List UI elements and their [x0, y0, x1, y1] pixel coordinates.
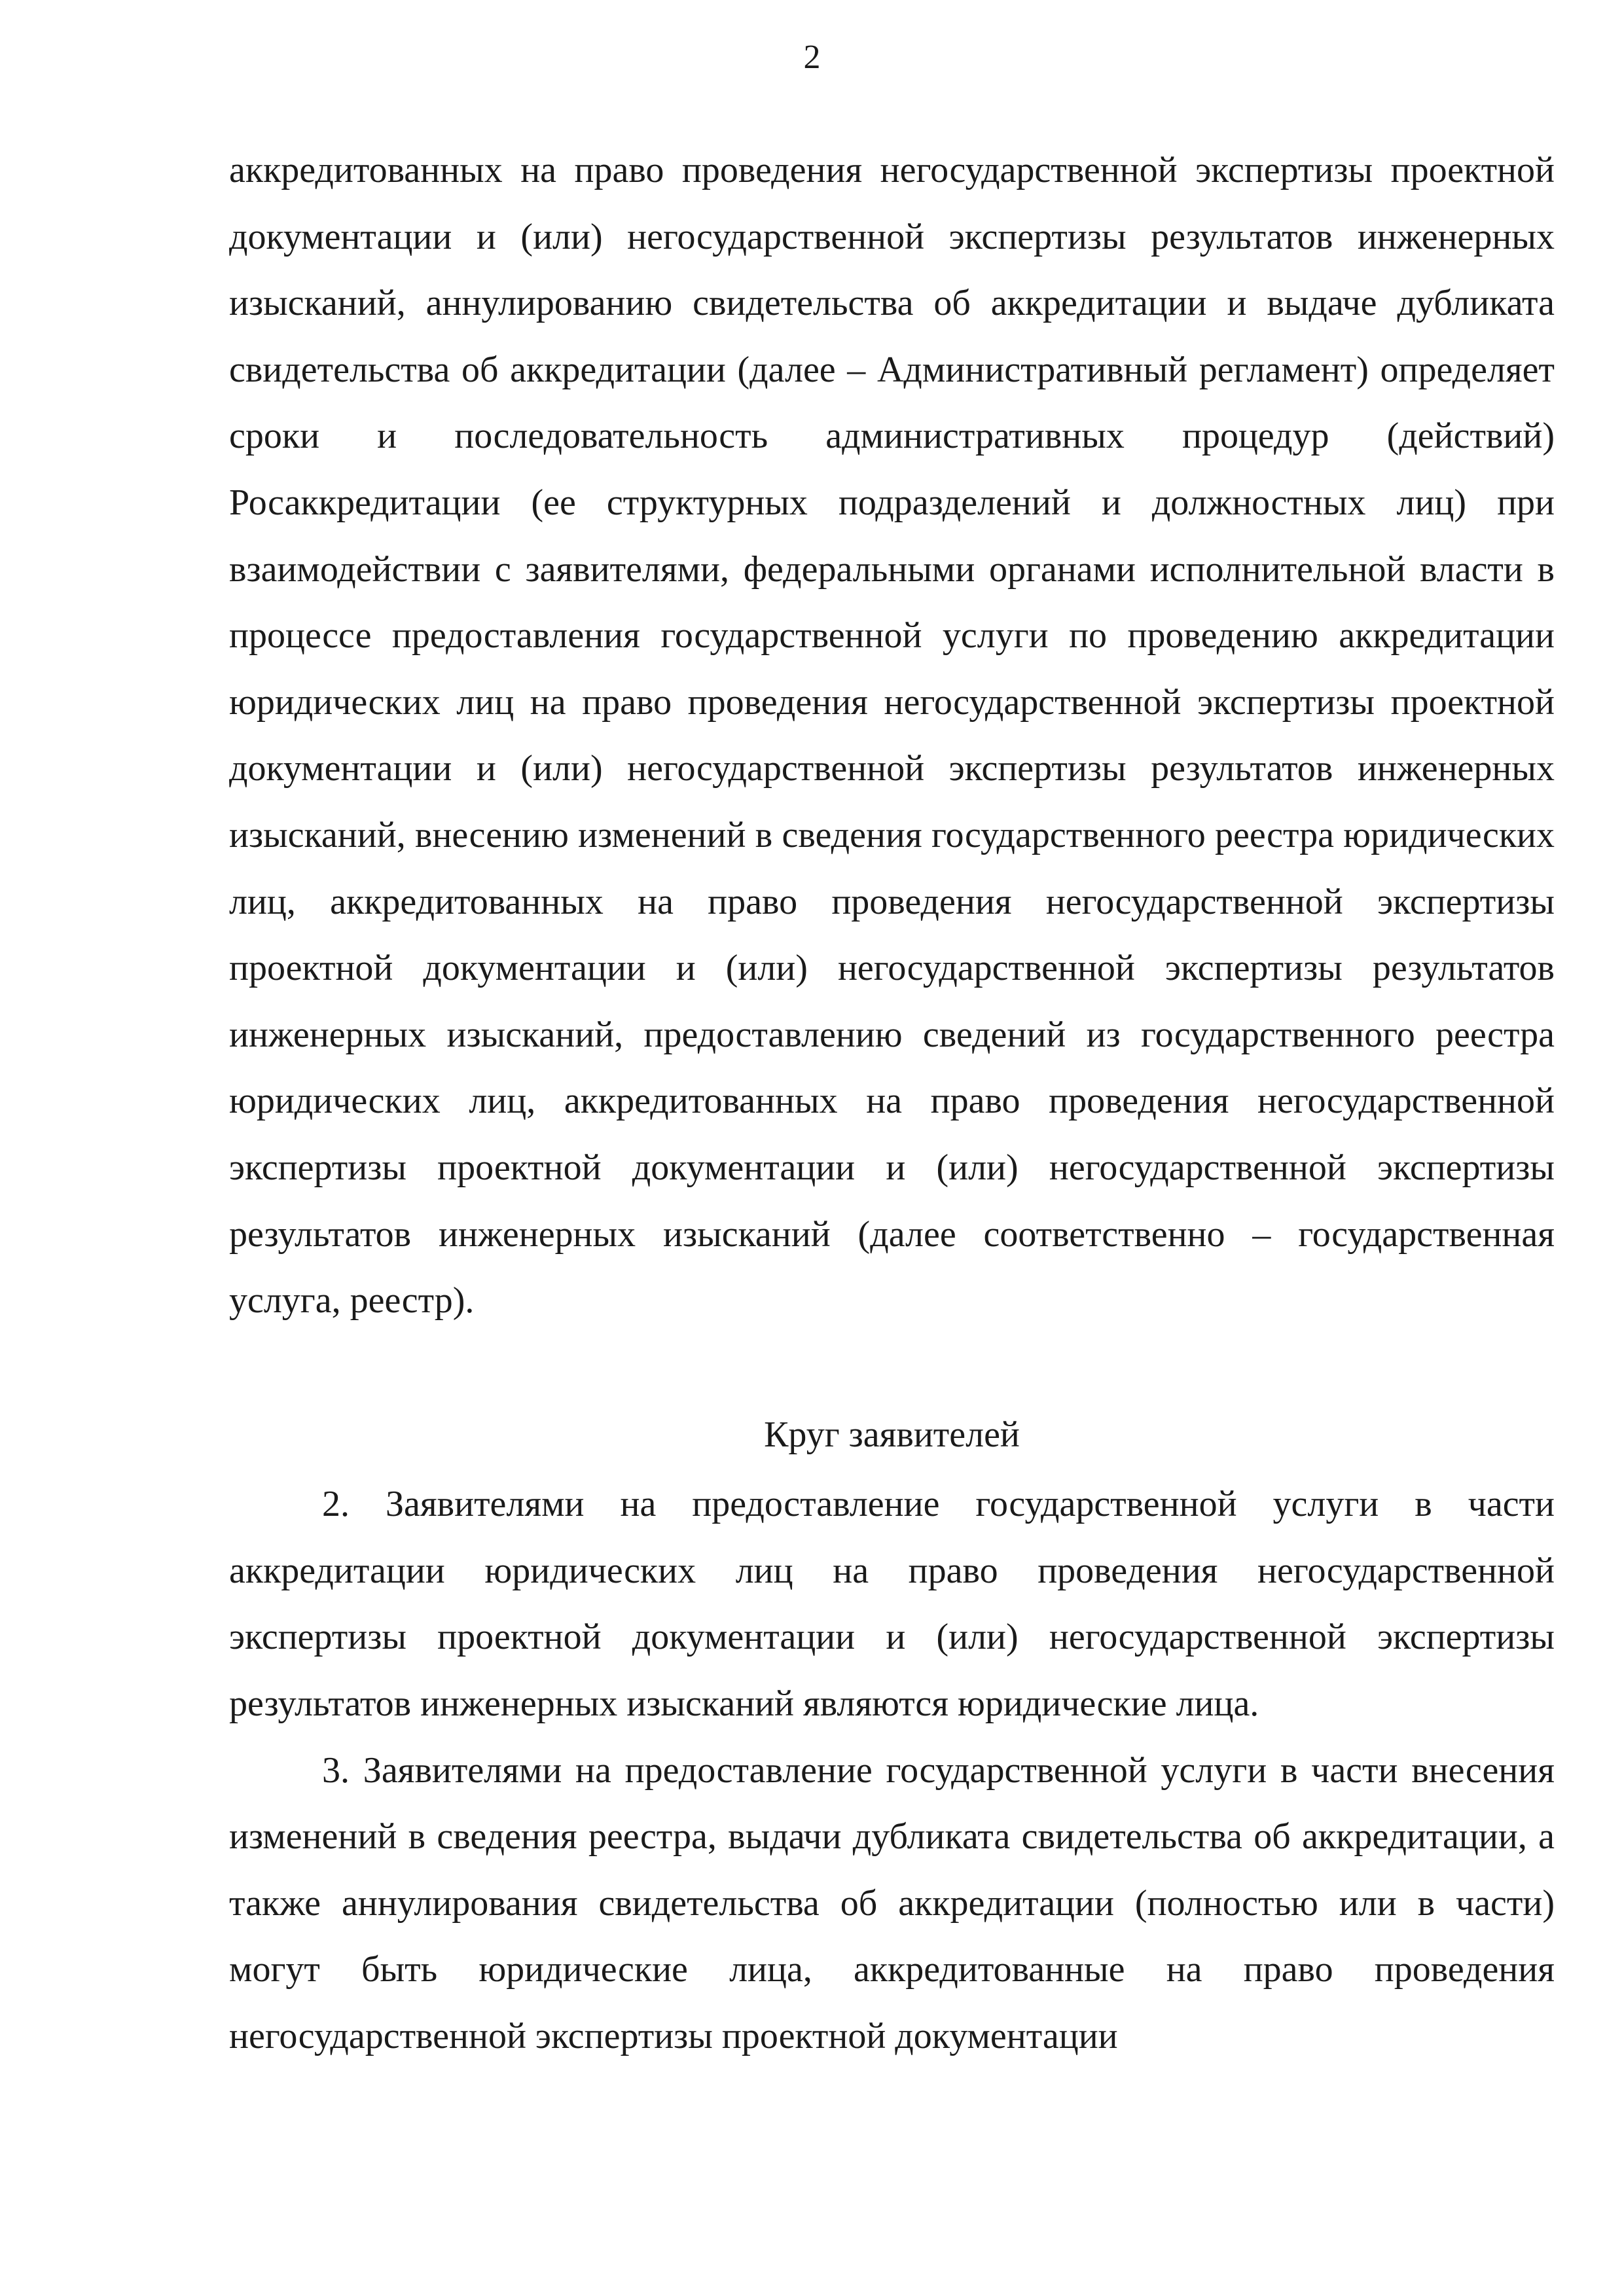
- section-heading: Круг заявителей: [764, 1414, 1020, 1455]
- paragraph-2: 2. Заявителями на предоставление государственной услуги в части аккредитации юридических лиц на право проведения негосударственной экспертизы проектной документации и (или) негосударственной экспертизы результатов инженерных изысканий являются юридические лица.: [229, 1484, 1555, 1725]
- continuation-paragraph: аккредитованных на право проведения негосударственной экспертизы проектной документации и (или) негосударственной экспертизы результатов инженерных изысканий, аннулированию свидетельства об аккредитации и выдаче дубликата свидетельства об аккредитации (далее – Административный регламент) определяет сроки и последовательность административных процедур (действий) Росаккредитации (ее структурных подразделений и должностных лиц) при взаимодействии с заявителями, федеральными органами исполнительной власти в процессе предоставления государственной услуги по проведению аккредитации юридических лиц на право проведения негосударственной экспертизы проектной документации и (или) негосударственной экспертизы результатов инженерных изысканий, внесению изменений в сведения государственного реестра юридических лиц, аккредитованных на право проведения негосударственной экспертизы проектной документации и (или) негосударственной экспертизы результатов инженерных изысканий, предоставлению сведений из государственного реестра юридических лиц, аккредитованных на право проведения негосударственной экспертизы проектной документации и (или) негосударственной экспертизы результатов инженерных изысканий (далее соответственно – государственная услуга, реестр).: [229, 150, 1555, 1321]
- paragraph-3: 3. Заявителями на предоставление государственной услуги в части внесения изменений в сведения реестра, выдачи дубликата свидетельства об аккредитации, а также аннулирования свидетельства об аккредитации (полностью или в части) могут быть юридические лица, аккредитованные на право проведения негосударственной экспертизы проектной документации: [229, 1749, 1555, 2057]
- document-body: [229, 137, 1555, 2070]
- page-number: 2: [803, 39, 821, 76]
